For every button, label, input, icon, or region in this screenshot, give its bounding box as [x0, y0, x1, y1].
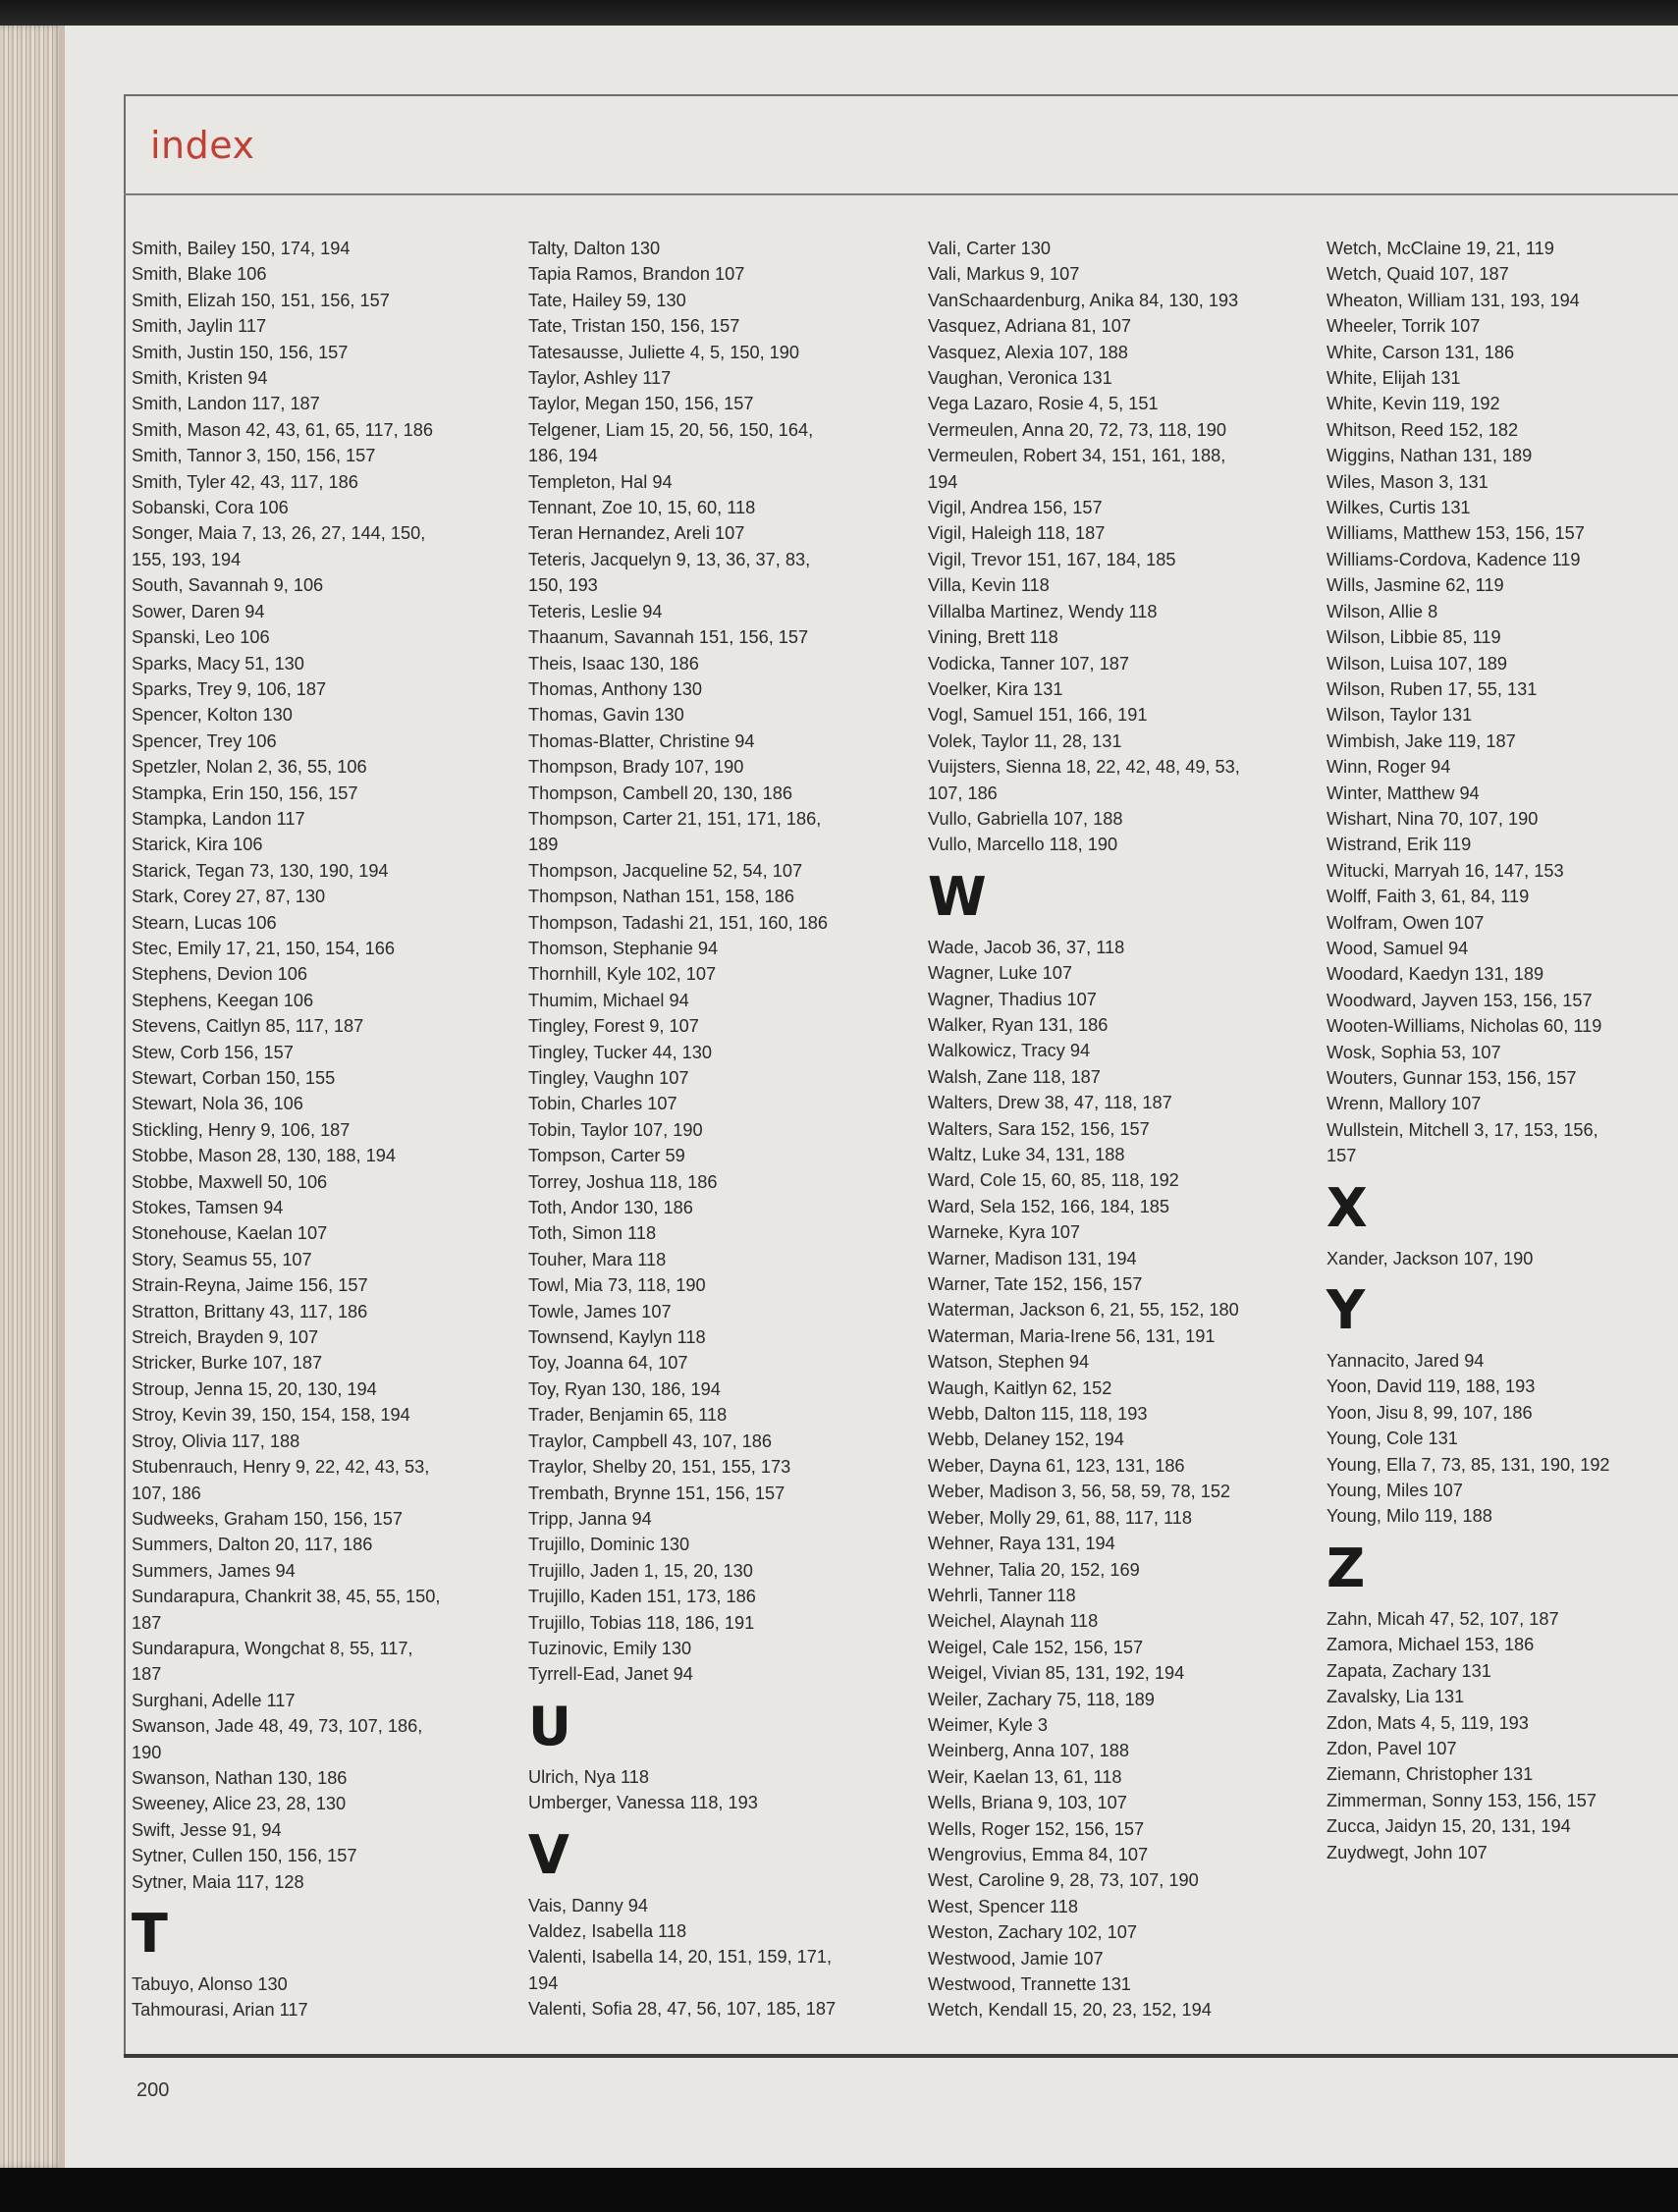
index-entry: 107, 186 — [928, 782, 998, 803]
index-entry: Tyrrell-Ead, Janet 94 — [528, 1664, 693, 1685]
index-entry: Touher, Mara 118 — [528, 1249, 667, 1269]
index-entry: Thompson, Brady 107, 190 — [528, 757, 744, 778]
index-entry: Watson, Stephen 94 — [928, 1352, 1090, 1373]
index-entry: Woodward, Jayven 153, 156, 157 — [1326, 990, 1593, 1010]
index-entry: Toth, Simon 118 — [528, 1223, 657, 1244]
index-entry: Weimer, Kyle 3 — [928, 1714, 1048, 1735]
index-entry: Starick, Tegan 73, 130, 190, 194 — [132, 860, 389, 881]
section-letter-glyph: W — [928, 865, 985, 928]
scanner-top-edge — [0, 0, 1678, 26]
index-entry: Wheeler, Torrik 107 — [1326, 316, 1481, 337]
section-letter-glyph: Z — [1326, 1537, 1364, 1599]
index-entry: Waltz, Luke 34, 131, 188 — [928, 1145, 1125, 1164]
index-entry: White, Kevin 119, 192 — [1326, 394, 1500, 414]
index-entry: Tingley, Forest 9, 107 — [528, 1016, 699, 1037]
index-entry: Stearn, Lucas 106 — [132, 912, 277, 933]
index-entry: Vigil, Haleigh 118, 187 — [928, 523, 1106, 544]
index-entry: Walsh, Zane 118, 187 — [928, 1066, 1101, 1087]
index-entry: Trembath, Brynne 151, 156, 157 — [528, 1483, 785, 1503]
index-entry: Tripp, Janna 94 — [528, 1508, 652, 1529]
header-rule — [124, 193, 1678, 195]
index-entry: Vigil, Andrea 156, 157 — [928, 498, 1103, 518]
index-entry: Voelker, Kira 131 — [928, 678, 1063, 699]
index-entry: Valenti, Isabella 14, 20, 151, 159, 171, — [528, 1947, 833, 1968]
index-entry: Wimbish, Jake 119, 187 — [1326, 730, 1516, 751]
index-entry: Towl, Mia 73, 118, 190 — [528, 1275, 706, 1296]
index-entry: Warner, Tate 152, 156, 157 — [928, 1274, 1143, 1295]
index-entry: Thomas, Gavin 130 — [528, 705, 684, 726]
scanner-bottom-edge — [0, 2168, 1678, 2212]
index-entry: Zuydwegt, John 107 — [1326, 1842, 1488, 1862]
index-entry: Wehner, Raya 131, 194 — [928, 1534, 1115, 1554]
index-entry: Wagner, Luke 107 — [928, 963, 1072, 984]
index-entry: Valdez, Isabella 118 — [528, 1920, 687, 1941]
index-entry: Traylor, Campbell 43, 107, 186 — [528, 1430, 773, 1451]
index-entry: Weber, Molly 29, 61, 88, 117, 118 — [928, 1507, 1192, 1528]
index-entry: Trujillo, Tobias 118, 186, 191 — [528, 1612, 755, 1633]
index-entry: Sparks, Macy 51, 130 — [132, 653, 304, 674]
index-entry: Zdon, Pavel 107 — [1326, 1738, 1457, 1758]
index-entry: Walker, Ryan 131, 186 — [928, 1014, 1109, 1035]
index-entry: Sparks, Trey 9, 106, 187 — [132, 678, 327, 699]
index-entry: Sundarapura, Chankrit 38, 45, 55, 150, — [132, 1587, 441, 1607]
index-entry: Thornhill, Kyle 102, 107 — [528, 964, 717, 985]
section-letter-v — [528, 1823, 896, 1893]
index-entry: Stephens, Keegan 106 — [132, 990, 314, 1010]
index-entry: Traylor, Shelby 20, 151, 155, 173 — [528, 1457, 791, 1478]
index-entry: Stevens, Caitlyn 85, 117, 187 — [132, 1016, 364, 1037]
index-entry: Sweeney, Alice 23, 28, 130 — [132, 1794, 347, 1814]
section-letter-u — [528, 1695, 896, 1764]
index-entry: Wouters, Gunnar 153, 156, 157 — [1326, 1068, 1577, 1088]
index-entry: Winter, Matthew 94 — [1326, 782, 1480, 803]
index-entry: Swanson, Jade 48, 49, 73, 107, 186, — [132, 1716, 423, 1737]
index-column-1 — [132, 236, 500, 2023]
section-letter-w — [928, 865, 1296, 935]
index-entry: Wilson, Libbie 85, 119 — [1326, 627, 1501, 648]
index-entry: Yoon, David 119, 188, 193 — [1326, 1376, 1536, 1397]
index-entry: Tingley, Tucker 44, 130 — [528, 1042, 713, 1062]
index-entry: Swanson, Nathan 130, 186 — [132, 1767, 348, 1788]
index-entry: Wills, Jasmine 62, 119 — [1326, 575, 1504, 596]
index-entry: Zimmerman, Sonny 153, 156, 157 — [1326, 1790, 1597, 1810]
index-entry: Zavalsky, Lia 131 — [1326, 1687, 1465, 1707]
index-entry: Teran Hernandez, Areli 107 — [528, 523, 745, 544]
index-entry: Waterman, Jackson 6, 21, 55, 152, 180 — [928, 1300, 1239, 1321]
index-entry: Stobbe, Mason 28, 130, 188, 194 — [132, 1146, 396, 1166]
index-entry: Smith, Mason 42, 43, 61, 65, 117, 186 — [132, 419, 434, 440]
index-entry: Vining, Brett 118 — [928, 627, 1058, 648]
index-entry: Tabuyo, Alonso 130 — [132, 1974, 288, 1994]
index-entry: Wheaton, William 131, 193, 194 — [1326, 290, 1580, 310]
index-entry: Stokes, Tamsen 94 — [132, 1198, 284, 1218]
index-entry: Thompson, Nathan 151, 158, 186 — [528, 887, 794, 907]
index-entry: Wilson, Luisa 107, 189 — [1326, 653, 1508, 674]
section-letter-x — [1326, 1176, 1675, 1246]
index-entry: Starick, Kira 106 — [132, 835, 263, 855]
index-entry: Tahmourasi, Arian 117 — [132, 2000, 308, 2021]
index-entry: Sundarapura, Wongchat 8, 55, 117, — [132, 1638, 413, 1658]
index-entry: 157 — [1326, 1146, 1357, 1166]
index-entry: Stec, Emily 17, 21, 150, 154, 166 — [132, 938, 395, 958]
index-entry: Vuijsters, Sienna 18, 22, 42, 48, 49, 53, — [928, 757, 1240, 778]
index-entry: Talty, Dalton 130 — [528, 239, 661, 258]
index-entry: White, Elijah 131 — [1326, 368, 1461, 389]
section-letter-glyph: U — [528, 1695, 569, 1757]
index-entry: Sower, Daren 94 — [132, 601, 265, 621]
section-letter-t — [132, 1903, 500, 1971]
index-entry: Stephens, Devion 106 — [132, 964, 307, 985]
index-entry: Westwood, Jamie 107 — [928, 1948, 1104, 1969]
index-entry: Waterman, Maria-Irene 56, 131, 191 — [928, 1325, 1216, 1346]
index-entry: Teteris, Jacquelyn 9, 13, 36, 37, 83, — [528, 549, 811, 569]
index-entry: Wishart, Nina 70, 107, 190 — [1326, 808, 1539, 829]
index-entry: Wehrli, Tanner 118 — [928, 1585, 1076, 1605]
index-entry: Wolff, Faith 3, 61, 84, 119 — [1326, 887, 1530, 907]
index-entry: Trujillo, Dominic 130 — [528, 1535, 690, 1555]
index-entry: Vega Lazaro, Rosie 4, 5, 151 — [928, 394, 1159, 414]
section-letter-glyph: X — [1326, 1176, 1366, 1239]
index-entry: Trujillo, Kaden 151, 173, 186 — [528, 1587, 756, 1607]
index-entry: Thompson, Carter 21, 151, 171, 186, — [528, 808, 822, 829]
index-entry: Streich, Brayden 9, 107 — [132, 1327, 319, 1348]
index-entry: Westwood, Trannette 131 — [928, 1974, 1131, 1994]
section-letter-z — [1326, 1537, 1675, 1606]
index-entry: Yoon, Jisu 8, 99, 107, 186 — [1326, 1402, 1533, 1423]
index-entry: Stroy, Olivia 117, 188 — [132, 1430, 300, 1451]
index-entry: Ziemann, Christopher 131 — [1326, 1764, 1534, 1785]
index-entry: Young, Miles 107 — [1326, 1481, 1463, 1501]
index-entry: Summers, Dalton 20, 117, 186 — [132, 1535, 373, 1555]
index-entry: Williams-Cordova, Kadence 119 — [1326, 549, 1581, 569]
index-entry: Wetch, Kendall 15, 20, 23, 152, 194 — [928, 2000, 1212, 2021]
index-entry: Trujillo, Jaden 1, 15, 20, 130 — [528, 1560, 753, 1581]
index-entry: Smith, Justin 150, 156, 157 — [132, 342, 349, 362]
index-entry: Wade, Jacob 36, 37, 118 — [928, 937, 1125, 957]
section-letter-glyph: T — [132, 1903, 166, 1965]
index-entry: Sytner, Cullen 150, 156, 157 — [132, 1846, 357, 1866]
index-entry: Weiler, Zachary 75, 118, 189 — [928, 1689, 1155, 1709]
index-entry: 189 — [528, 835, 559, 855]
index-entry: Wrenn, Mallory 107 — [1326, 1094, 1482, 1114]
index-entry: Tuzinovic, Emily 130 — [528, 1638, 692, 1658]
index-entry: 150, 193 — [528, 575, 598, 596]
index-entry: Spetzler, Nolan 2, 36, 55, 106 — [132, 757, 367, 778]
index-entry: Stobbe, Maxwell 50, 106 — [132, 1171, 328, 1192]
index-entry: Smith, Bailey 150, 174, 194 — [132, 239, 351, 258]
footer-rule — [124, 2054, 1678, 2058]
book-page-edges — [0, 26, 65, 2168]
index-entry: Thomas, Anthony 130 — [528, 678, 702, 699]
index-entry: Swift, Jesse 91, 94 — [132, 1819, 282, 1840]
index-entry: Wosk, Sophia 53, 107 — [1326, 1042, 1501, 1062]
index-entry: Toy, Joanna 64, 107 — [528, 1353, 688, 1374]
index-entry: Wistrand, Erik 119 — [1326, 835, 1472, 855]
index-entry: Stricker, Burke 107, 187 — [132, 1353, 323, 1374]
index-entry: 194 — [928, 471, 958, 492]
index-entry: Smith, Jaylin 117 — [132, 316, 267, 337]
index-entry: Tobin, Taylor 107, 190 — [528, 1119, 703, 1140]
index-entry: Weigel, Vivian 85, 131, 192, 194 — [928, 1663, 1185, 1684]
index-entry: Tennant, Zoe 10, 15, 60, 118 — [528, 498, 756, 518]
index-entry: Stroup, Jenna 15, 20, 130, 194 — [132, 1378, 377, 1399]
index-entry: Stewart, Nola 36, 106 — [132, 1094, 303, 1114]
page-title: index — [150, 124, 255, 167]
index-entry: Waugh, Kaitlyn 62, 152 — [928, 1377, 1112, 1398]
index-entry: Tompson, Carter 59 — [528, 1146, 685, 1166]
index-entry: Spanski, Leo 106 — [132, 627, 270, 648]
index-entry: Smith, Blake 106 — [132, 264, 267, 285]
index-entry: 194 — [528, 1972, 559, 1993]
index-entry: Yannacito, Jared 94 — [1326, 1351, 1485, 1372]
index-entry: Wooten-Williams, Nicholas 60, 119 — [1326, 1016, 1602, 1037]
index-entry: Thompson, Jacqueline 52, 54, 107 — [528, 860, 803, 881]
index-entry: Stew, Corb 156, 157 — [132, 1042, 294, 1062]
index-entry: Stroy, Kevin 39, 150, 154, 158, 194 — [132, 1405, 410, 1426]
section-letter-glyph: V — [528, 1823, 568, 1886]
index-entry: Tingley, Vaughn 107 — [528, 1068, 689, 1088]
index-entry: Vullo, Gabriella 107, 188 — [928, 808, 1123, 829]
index-entry: Volek, Taylor 11, 28, 131 — [928, 730, 1122, 751]
index-entry: Wells, Roger 152, 156, 157 — [928, 1818, 1145, 1839]
index-entry: Webb, Delaney 152, 194 — [928, 1430, 1124, 1450]
index-entry: Wetch, Quaid 107, 187 — [1326, 264, 1509, 285]
index-entry: Stubenrauch, Henry 9, 22, 42, 43, 53, — [132, 1457, 430, 1478]
index-entry: 186, 194 — [528, 446, 598, 466]
index-entry: Wullstein, Mitchell 3, 17, 153, 156, — [1326, 1119, 1598, 1140]
index-entry: Wiggins, Nathan 131, 189 — [1326, 446, 1533, 466]
index-entry: Weinberg, Anna 107, 188 — [928, 1741, 1129, 1761]
index-entry: Smith, Elizah 150, 151, 156, 157 — [132, 290, 390, 310]
index-entry: Valenti, Sofia 28, 47, 56, 107, 185, 187 — [528, 1999, 837, 2020]
index-entry: 190 — [132, 1742, 162, 1762]
index-entry: Wagner, Thadius 107 — [928, 989, 1097, 1009]
index-entry: Wiles, Mason 3, 131 — [1326, 471, 1489, 492]
index-entry: Stampka, Landon 117 — [132, 808, 305, 829]
index-entry: Thompson, Cambell 20, 130, 186 — [528, 782, 792, 803]
index-entry: Toth, Andor 130, 186 — [528, 1198, 693, 1218]
index-entry: Thompson, Tadashi 21, 151, 160, 186 — [528, 912, 829, 933]
index-entry: Walkowicz, Tracy 94 — [928, 1041, 1091, 1061]
index-entry: Woodard, Kaedyn 131, 189 — [1326, 964, 1544, 985]
index-column-4 — [1326, 236, 1675, 1865]
index-entry: Trader, Benjamin 65, 118 — [528, 1405, 728, 1426]
index-entry: Tate, Hailey 59, 130 — [528, 290, 686, 310]
index-entry: Young, Ella 7, 73, 85, 131, 190, 192 — [1326, 1454, 1610, 1475]
index-entry: Wood, Samuel 94 — [1326, 938, 1469, 958]
index-entry: Villa, Kevin 118 — [928, 575, 1050, 596]
index-entry: Telgener, Liam 15, 20, 56, 150, 164, — [528, 419, 814, 440]
index-entry: West, Spencer 118 — [928, 1896, 1078, 1916]
index-entry: Stickling, Henry 9, 106, 187 — [132, 1119, 351, 1140]
index-entry: Sytner, Maia 117, 128 — [132, 1871, 304, 1892]
index-entry: Zahn, Micah 47, 52, 107, 187 — [1326, 1608, 1559, 1629]
index-entry: Teteris, Leslie 94 — [528, 601, 663, 621]
index-entry: 187 — [132, 1612, 162, 1633]
index-entry: Vermeulen, Anna 20, 72, 73, 118, 190 — [928, 419, 1227, 440]
index-entry: Whitson, Reed 152, 182 — [1326, 419, 1519, 440]
section-letter-y — [1326, 1279, 1675, 1348]
index-entry: 107, 186 — [132, 1483, 201, 1503]
index-entry: Ulrich, Nya 118 — [528, 1766, 649, 1787]
index-entry: Webb, Dalton 115, 118, 193 — [928, 1404, 1148, 1425]
index-entry: Stratton, Brittany 43, 117, 186 — [132, 1301, 368, 1322]
index-entry: Summers, James 94 — [132, 1560, 296, 1581]
index-entry: Stampka, Erin 150, 156, 157 — [132, 782, 358, 803]
index-entry: Smith, Landon 117, 187 — [132, 394, 320, 414]
index-entry: VanSchaardenburg, Anika 84, 130, 193 — [928, 290, 1239, 310]
index-entry: Theis, Isaac 130, 186 — [528, 653, 699, 674]
index-column-3 — [928, 236, 1296, 2023]
index-entry: Xander, Jackson 107, 190 — [1326, 1248, 1534, 1268]
index-entry: Vali, Markus 9, 107 — [928, 264, 1080, 285]
index-entry: Songer, Maia 7, 13, 26, 27, 144, 150, — [132, 523, 426, 544]
index-entry: Taylor, Ashley 117 — [528, 368, 672, 389]
index-entry: Weston, Zachary 102, 107 — [928, 1922, 1137, 1943]
index-entry: Tate, Tristan 150, 156, 157 — [528, 316, 740, 337]
index-entry: Thaanum, Savannah 151, 156, 157 — [528, 627, 809, 648]
index-entry: Ward, Cole 15, 60, 85, 118, 192 — [928, 1170, 1179, 1191]
index-entry: Smith, Kristen 94 — [132, 368, 268, 389]
index-entry: Tobin, Charles 107 — [528, 1094, 677, 1114]
index-entry: Vali, Carter 130 — [928, 239, 1052, 258]
index-entry: Walters, Drew 38, 47, 118, 187 — [928, 1093, 1172, 1113]
index-entry: Story, Seamus 55, 107 — [132, 1249, 312, 1269]
index-entry: Thomson, Stephanie 94 — [528, 938, 719, 958]
index-entry: Spencer, Trey 106 — [132, 730, 277, 751]
index-entry: Towle, James 107 — [528, 1301, 672, 1322]
index-entry: Villalba Martinez, Wendy 118 — [928, 601, 1158, 621]
index-entry: Vigil, Trevor 151, 167, 184, 185 — [928, 549, 1176, 569]
index-column-2 — [528, 236, 896, 2023]
index-entry: Vais, Danny 94 — [528, 1895, 648, 1915]
index-entry: Thumim, Michael 94 — [528, 990, 689, 1010]
index-entry: Smith, Tannor 3, 150, 156, 157 — [132, 446, 376, 466]
index-entry: Townsend, Kaylyn 118 — [528, 1327, 706, 1348]
index-entry: Vaughan, Veronica 131 — [928, 368, 1112, 389]
index-entry: Wilson, Taylor 131 — [1326, 705, 1473, 726]
index-entry: Weir, Kaelan 13, 61, 118 — [928, 1766, 1122, 1787]
page-number: 200 — [136, 2079, 170, 2101]
index-entry: Sudweeks, Graham 150, 156, 157 — [132, 1508, 404, 1529]
index-entry: Warner, Madison 131, 194 — [928, 1248, 1137, 1268]
index-entry: Warneke, Kyra 107 — [928, 1222, 1081, 1243]
index-entry: Vogl, Samuel 151, 166, 191 — [928, 705, 1148, 726]
index-entry: Sobanski, Cora 106 — [132, 498, 289, 518]
index-entry: Vasquez, Alexia 107, 188 — [928, 342, 1128, 362]
index-entry: Umberger, Vanessa 118, 193 — [528, 1793, 758, 1813]
index-entry: Wehner, Talia 20, 152, 169 — [928, 1559, 1140, 1580]
index-entry: 187 — [132, 1664, 162, 1685]
index-entry: Wilkes, Curtis 131 — [1326, 498, 1471, 518]
index-entry: Zamora, Michael 153, 186 — [1326, 1635, 1535, 1655]
index-entry: Taylor, Megan 150, 156, 157 — [528, 394, 754, 414]
index-entry: West, Caroline 9, 28, 73, 107, 190 — [928, 1870, 1199, 1891]
index-entry: Spencer, Kolton 130 — [132, 705, 293, 726]
index-entry: Tapia Ramos, Brandon 107 — [528, 264, 745, 285]
index-entry: Wells, Briana 9, 103, 107 — [928, 1793, 1127, 1813]
index-entry: Witucki, Marryah 16, 147, 153 — [1326, 860, 1564, 881]
index-entry: Wolfram, Owen 107 — [1326, 912, 1485, 933]
index-entry: Weber, Dayna 61, 123, 131, 186 — [928, 1455, 1185, 1476]
index-entry: Toy, Ryan 130, 186, 194 — [528, 1378, 721, 1399]
index-entry: Strain-Reyna, Jaime 156, 157 — [132, 1275, 368, 1296]
index-entry: Vodicka, Tanner 107, 187 — [928, 653, 1129, 674]
index-entry: White, Carson 131, 186 — [1326, 342, 1515, 362]
index-entry: Young, Milo 119, 188 — [1326, 1506, 1492, 1527]
index-entry: Stark, Corey 27, 87, 130 — [132, 887, 326, 907]
index-entry: Vermeulen, Robert 34, 151, 161, 188, — [928, 446, 1226, 466]
index-entry: Zucca, Jaidyn 15, 20, 131, 194 — [1326, 1816, 1571, 1837]
index-entry: Thomas-Blatter, Christine 94 — [528, 730, 755, 751]
section-letter-glyph: Y — [1326, 1279, 1364, 1342]
index-entry: Weigel, Cale 152, 156, 157 — [928, 1637, 1144, 1657]
index-entry: Wilson, Ruben 17, 55, 131 — [1326, 678, 1538, 699]
index-entry: Vullo, Marcello 118, 190 — [928, 835, 1118, 855]
index-entry: Tatesausse, Juliette 4, 5, 150, 190 — [528, 342, 800, 362]
index-entry: Wengrovius, Emma 84, 107 — [928, 1844, 1149, 1864]
index-entry: Templeton, Hal 94 — [528, 471, 673, 492]
index-entry: Wetch, McClaine 19, 21, 119 — [1326, 239, 1554, 258]
index-entry: Stewart, Corban 150, 155 — [132, 1068, 336, 1088]
index-entry: Winn, Roger 94 — [1326, 757, 1451, 778]
index-entry: Surghani, Adelle 117 — [132, 1690, 296, 1710]
index-entry: Smith, Tyler 42, 43, 117, 186 — [132, 471, 358, 492]
index-entry: Vasquez, Adriana 81, 107 — [928, 316, 1131, 337]
index-entry: Torrey, Joshua 118, 186 — [528, 1171, 718, 1192]
index-entry: Williams, Matthew 153, 156, 157 — [1326, 523, 1585, 544]
index-entry: Zdon, Mats 4, 5, 119, 193 — [1326, 1712, 1529, 1733]
index-entry: Wilson, Allie 8 — [1326, 601, 1438, 621]
index-entry: Weber, Madison 3, 56, 58, 59, 78, 152 — [928, 1482, 1231, 1502]
index-entry: Weichel, Alaynah 118 — [928, 1611, 1099, 1632]
index-entry: Young, Cole 131 — [1326, 1429, 1458, 1449]
index-entry: Walters, Sara 152, 156, 157 — [928, 1118, 1150, 1139]
index-entry: 155, 193, 194 — [132, 549, 242, 569]
index-entry: Stonehouse, Kaelan 107 — [132, 1223, 328, 1244]
index-entry: Zapata, Zachary 131 — [1326, 1660, 1491, 1681]
index-entry: Ward, Sela 152, 166, 184, 185 — [928, 1196, 1170, 1216]
index-entry: South, Savannah 9, 106 — [132, 575, 324, 596]
